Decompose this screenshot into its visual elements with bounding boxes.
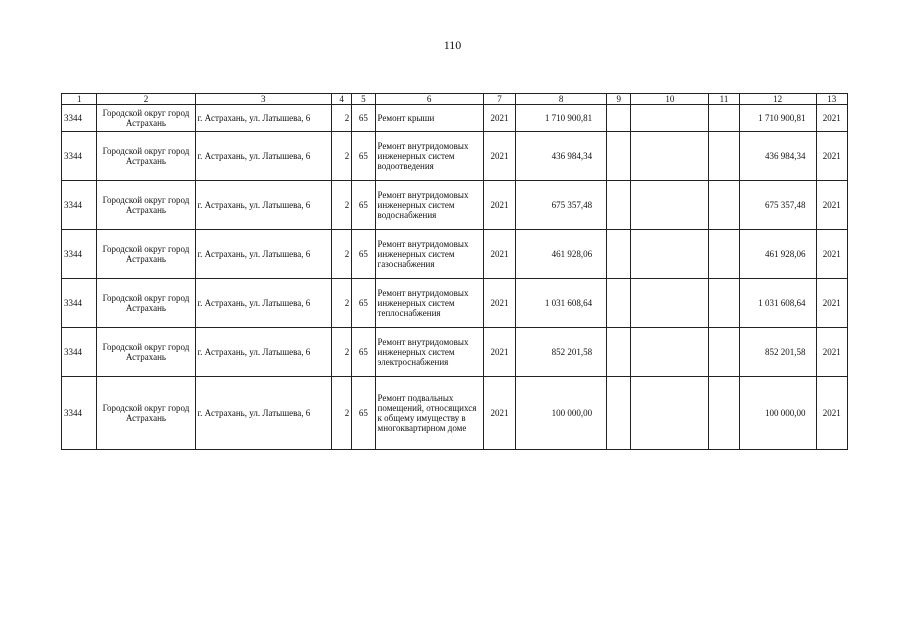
cell-address: г. Астрахань, ул. Латышева, 6: [195, 279, 332, 328]
cell-col10: [631, 181, 709, 230]
cell-col5: 65: [352, 377, 375, 450]
cell-year-end: 2021: [816, 132, 847, 181]
cell-amount-total: 1 710 900,81: [739, 105, 816, 132]
cell-col4: 2: [332, 181, 352, 230]
cell-amount: 852 201,58: [516, 328, 607, 377]
cell-col10: [631, 328, 709, 377]
cell-amount-total: 1 031 608,64: [739, 279, 816, 328]
column-header: 6: [375, 94, 483, 105]
cell-year: 2021: [483, 132, 515, 181]
cell-amount: 1 031 608,64: [516, 279, 607, 328]
header-row: [62, 94, 848, 105]
cell-col4: 2: [332, 105, 352, 132]
cell-year: 2021: [483, 105, 515, 132]
cell-year: 2021: [483, 230, 515, 279]
cell-municipality: Городской округ город Астрахань: [97, 279, 195, 328]
cell-work-type: Ремонт подвальных помещений, относящихся к общему имуществу в многоквартирном доме: [375, 377, 483, 450]
column-header: 1: [62, 94, 97, 105]
cell-address: г. Астрахань, ул. Латышева, 6: [195, 105, 332, 132]
cell-address: г. Астрахань, ул. Латышева, 6: [195, 181, 332, 230]
cell-col10: [631, 105, 709, 132]
table-row: [62, 132, 848, 181]
cell-col4: 2: [332, 377, 352, 450]
cell-col1: 3344: [62, 328, 97, 377]
cell-col9: [607, 279, 631, 328]
cell-col5: 65: [352, 328, 375, 377]
cell-amount-total: 436 984,34: [739, 132, 816, 181]
cell-col9: [607, 105, 631, 132]
cell-col11: [709, 105, 739, 132]
column-header: 2: [97, 94, 195, 105]
cell-col4: 2: [332, 132, 352, 181]
cell-col1: 3344: [62, 132, 97, 181]
table-row: [62, 328, 848, 377]
cell-municipality: Городской округ город Астрахань: [97, 230, 195, 279]
column-header: 12: [739, 94, 816, 105]
cell-municipality: Городской округ город Астрахань: [97, 105, 195, 132]
cell-amount: 436 984,34: [516, 132, 607, 181]
cell-col4: 2: [332, 279, 352, 328]
cell-municipality: Городской округ город Астрахань: [97, 181, 195, 230]
cell-amount-total: 675 357,48: [739, 181, 816, 230]
cell-year: 2021: [483, 279, 515, 328]
cell-col1: 3344: [62, 230, 97, 279]
cell-col4: 2: [332, 328, 352, 377]
cell-year-end: 2021: [816, 181, 847, 230]
cell-col11: [709, 181, 739, 230]
cell-col9: [607, 328, 631, 377]
cell-col10: [631, 132, 709, 181]
cell-address: г. Астрахань, ул. Латышева, 6: [195, 230, 332, 279]
cell-col1: 3344: [62, 181, 97, 230]
cell-col4: 2: [332, 230, 352, 279]
cell-work-type: Ремонт внутридомовых инженерных систем электроснабжения: [375, 328, 483, 377]
cell-work-type: Ремонт внутридомовых инженерных систем водоотведения: [375, 132, 483, 181]
cell-col5: 65: [352, 230, 375, 279]
column-header: 4: [332, 94, 352, 105]
cell-col5: 65: [352, 181, 375, 230]
cell-year-end: 2021: [816, 328, 847, 377]
cell-year: 2021: [483, 377, 515, 450]
cell-address: г. Астрахань, ул. Латышева, 6: [195, 328, 332, 377]
column-header: 7: [483, 94, 515, 105]
cell-amount: 461 928,06: [516, 230, 607, 279]
cell-address: г. Астрахань, ул. Латышева, 6: [195, 132, 332, 181]
cell-municipality: Городской округ город Астрахань: [97, 328, 195, 377]
page-number: 110: [443, 38, 462, 52]
column-header: 10: [631, 94, 709, 105]
column-header: 5: [352, 94, 375, 105]
table-row: [62, 230, 848, 279]
cell-amount-total: 852 201,58: [739, 328, 816, 377]
cell-col10: [631, 230, 709, 279]
cell-col11: [709, 328, 739, 377]
cell-col5: 65: [352, 279, 375, 328]
cell-col1: 3344: [62, 105, 97, 132]
cell-year-end: 2021: [816, 105, 847, 132]
cell-col10: [631, 377, 709, 450]
cell-work-type: Ремонт внутридомовых инженерных систем газоснабжения: [375, 230, 483, 279]
cell-col1: 3344: [62, 377, 97, 450]
cell-year: 2021: [483, 328, 515, 377]
cell-col9: [607, 230, 631, 279]
cell-col5: 65: [352, 105, 375, 132]
cell-work-type: Ремонт внутридомовых инженерных систем теплоснабжения: [375, 279, 483, 328]
column-header: 11: [709, 94, 739, 105]
cell-work-type: Ремонт крыши: [375, 105, 483, 132]
cell-amount-total: 461 928,06: [739, 230, 816, 279]
cell-amount: 100 000,00: [516, 377, 607, 450]
table-row: [62, 279, 848, 328]
cell-work-type: Ремонт внутридомовых инженерных систем водоснабжения: [375, 181, 483, 230]
column-header: 8: [516, 94, 607, 105]
cell-year-end: 2021: [816, 377, 847, 450]
cell-col11: [709, 230, 739, 279]
cell-amount: 675 357,48: [516, 181, 607, 230]
cell-col1: 3344: [62, 279, 97, 328]
cell-municipality: Городской округ город Астрахань: [97, 377, 195, 450]
repair-plan-table: [61, 93, 848, 450]
table-row: [62, 181, 848, 230]
column-header: 9: [607, 94, 631, 105]
cell-col5: 65: [352, 132, 375, 181]
cell-col11: [709, 377, 739, 450]
cell-col11: [709, 279, 739, 328]
cell-col9: [607, 377, 631, 450]
table-row: [62, 377, 848, 450]
cell-col9: [607, 132, 631, 181]
column-header: 13: [816, 94, 847, 105]
cell-year-end: 2021: [816, 230, 847, 279]
cell-amount: 1 710 900,81: [516, 105, 607, 132]
cell-col9: [607, 181, 631, 230]
cell-year: 2021: [483, 181, 515, 230]
cell-col11: [709, 132, 739, 181]
cell-address: г. Астрахань, ул. Латышева, 6: [195, 377, 332, 450]
cell-municipality: Городской округ город Астрахань: [97, 132, 195, 181]
cell-amount-total: 100 000,00: [739, 377, 816, 450]
cell-year-end: 2021: [816, 279, 847, 328]
column-header: 3: [195, 94, 332, 105]
cell-col10: [631, 279, 709, 328]
table-row: [62, 105, 848, 132]
